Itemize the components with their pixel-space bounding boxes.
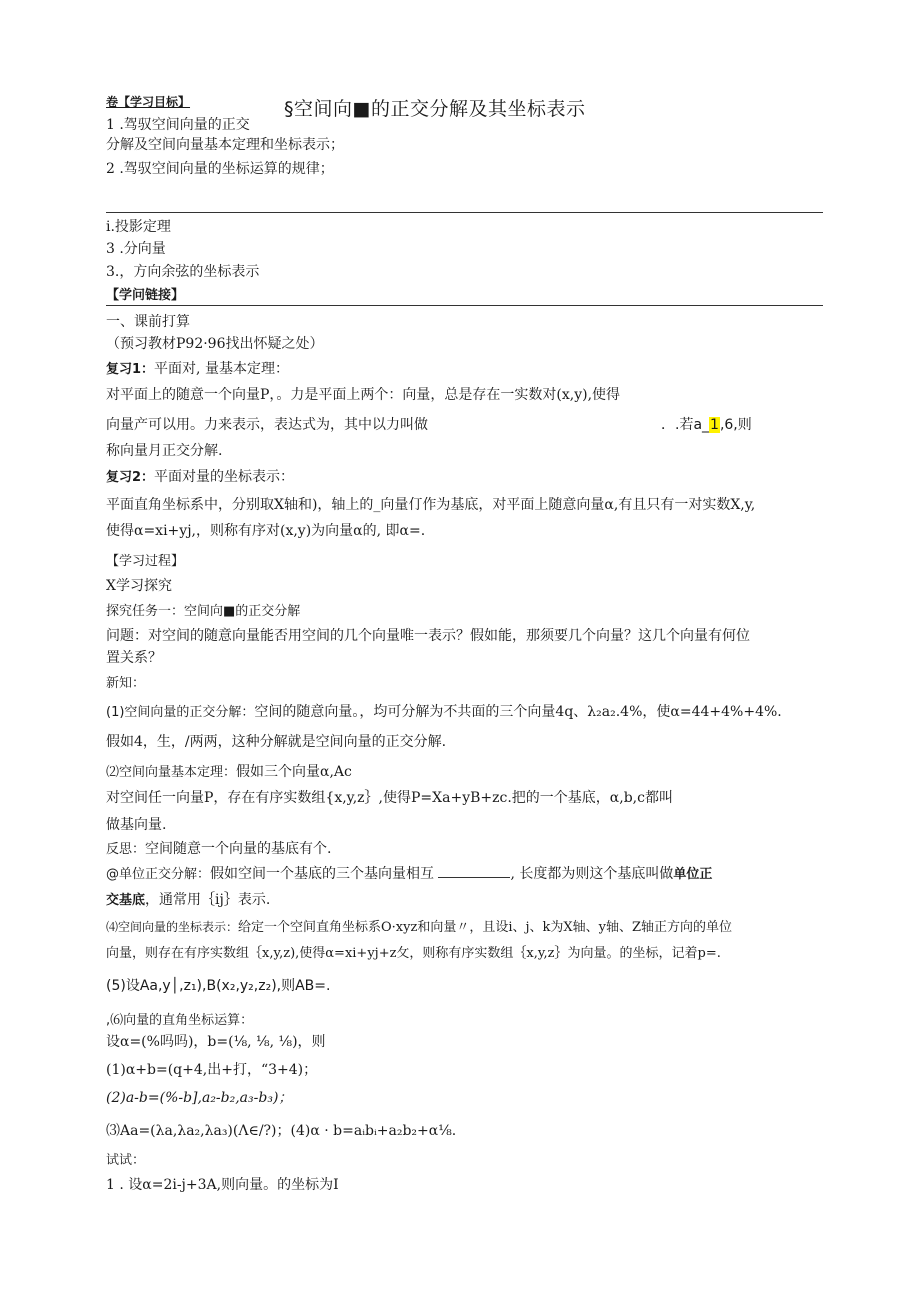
- review-1-label: 复习1：: [106, 362, 155, 377]
- question-line-2: 置关系？: [106, 650, 162, 666]
- try-1: 1 . 设α=2i-j+3A,则向量。的坐标为I: [106, 1177, 339, 1193]
- goal-line-2: 分解及空间向量基本定理和坐标表示；: [106, 137, 344, 153]
- prep-line-b1: 向量产可以用。力来表示，表达式为，其中以力叫做: [106, 417, 428, 433]
- new-6-label: ,⑹向量的直角坐标运算：: [106, 1013, 254, 1028]
- key-point-2: 3 .分向量: [106, 241, 166, 257]
- goal-line-3: 2 .驾驭空间向量的坐标运算的规律；: [106, 161, 334, 177]
- new-3: @单位正交分解：假如空间一个基底的三个基向量相互 , 长度都为则这个基底叫做单位正: [106, 866, 713, 882]
- prep-line-e: 使得α=xi+yj,，则称有序对(x,y)为向量α的, 即α=.: [106, 523, 426, 539]
- review-1: [106, 359, 289, 380]
- operation-3: ⑶Aa=(λa,λa₂,λa₃)(Λ∈/?)；(4)α · b=aᵢbᵢ+a₂b₂+α⅛.: [106, 1123, 457, 1139]
- links-header: 【学问链接】: [106, 288, 185, 303]
- review-2: [106, 467, 294, 488]
- divider-2: [106, 305, 823, 306]
- new-2c: 做基向量.: [106, 817, 167, 833]
- new-4: ⑷空间向量的坐标表示：给定一个空间直角坐标系O·xyz和向量〃，且设i、j、k为X轴、y轴、Z轴正方向的单位: [106, 920, 733, 935]
- task-1-heading: 探究任务一：空间向■的正交分解: [106, 604, 301, 619]
- prep-note: （预习教材P92·96找出怀疑之处）: [106, 336, 324, 352]
- fill-in-blank: [438, 865, 510, 878]
- try-label: 试试：: [106, 1153, 146, 1168]
- new-1: (1)空间向量的正交分解：空间的随意向量。，均可分解为不共面的三个向量4q、λ₂a₂.4%，使α=44+4%+4%.: [106, 704, 782, 720]
- new-5: (5)设Aa,y│,z₁),B(x₂,y₂,z₂),则AB=.: [106, 978, 331, 994]
- highlighted-mark: 1: [710, 417, 719, 433]
- reflect: 反思：空间随意一个向量的基底有个.: [106, 841, 332, 857]
- review-1-text: 平面对, 量基本定理：: [154, 361, 289, 377]
- prep-line-b2: ．.若a_1,6,则: [661, 417, 752, 433]
- new-6a: 设α=(%吗吗)，b=(⅛, ⅛, ⅛)，则: [106, 1034, 326, 1050]
- section-tag-learning-goals: 卷【学习目标】: [106, 95, 191, 109]
- review-2-label: 复习2：: [106, 470, 155, 485]
- new-2: ⑵空间向量基本定理：假如三个向量α,Ac: [106, 764, 352, 780]
- prep-heading: 一、课前打算: [106, 314, 190, 330]
- operation-1: (1)α+b=(q+4,出+打，“3+4)；: [106, 1062, 318, 1078]
- new-3c: 交基底，通常用｛ij｝表示.: [106, 892, 271, 908]
- page-title: §空间向■的正交分解及其坐标表示: [284, 98, 586, 120]
- process-header: 【学习过程】: [106, 554, 185, 569]
- operation-2: (2)a-b=(%-b],a₂-b₂,a₃-b₃)；: [106, 1090, 293, 1106]
- key-point-1: i.投影定理: [106, 219, 171, 235]
- key-point-3: 3.，方向余弦的坐标表示: [106, 264, 260, 280]
- divider-1: [106, 212, 823, 213]
- prep-line-c: 称向量月正交分解.: [106, 443, 223, 459]
- new-2b: 对空间任一向量P，存在有序实数组{x,y,z｝,使得P=Xa+yB+zc.把的一个基底，α,b,c都叫: [106, 790, 673, 806]
- prep-line-a: 对平面上的随意一个向量P，。力是平面上两个：向量，总是存在一实数对(x,y),使得: [106, 387, 621, 403]
- new-4b: 向量，则存在有序实数组｛x,y,z),使得α=xi+yj+z攵，则称有序实数组｛x,y,z｝为向量。的坐标，记着p=.: [106, 946, 721, 961]
- explore-heading: X学习探究: [106, 578, 172, 594]
- review-2-text: 平面对量的坐标表示：: [154, 469, 295, 485]
- new-1b: 假如4，生，/两两，这种分解就是空间向量的正交分解.: [106, 734, 447, 750]
- prep-line-d: 平面直角坐标系中，分别取X轴和)，轴上的_向量仃作为基底，对平面上随意向量α,有且只有一对实数X,y,: [106, 497, 756, 513]
- question-line-1: 问题：对空间的随意向量能否用空间的几个向量唯一表示？假如能，那须要几个向量？这几个向量有何位: [106, 628, 750, 644]
- new-knowledge-label: 新知：: [106, 676, 146, 691]
- goal-line-1: 1 .驾驭空间向量的正交: [106, 117, 250, 133]
